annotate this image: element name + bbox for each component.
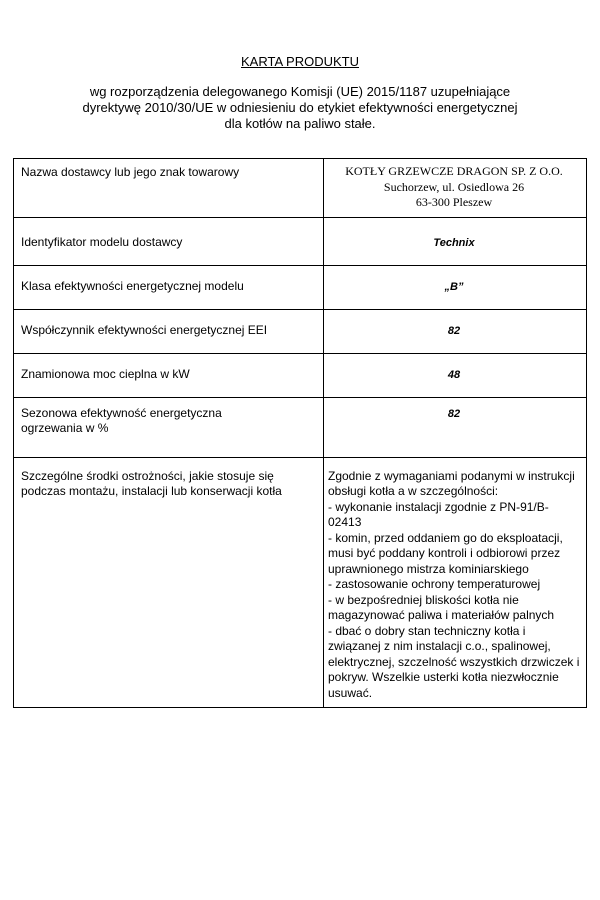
precautions-label-line: Szczególne środki ostrożności, jakie stosuje się bbox=[21, 468, 274, 483]
seasonal-label-line: ogrzewania w % bbox=[21, 421, 109, 435]
table-row-model bbox=[14, 217, 587, 265]
subtitle-line: dla kotłów na paliwo stałe. bbox=[224, 116, 376, 131]
seasonal-label bbox=[14, 397, 324, 457]
precautions-line: obsługi kotła a w szczególności: bbox=[328, 484, 499, 498]
precautions-line: magazynować paliwa i materiałów palnych bbox=[328, 608, 555, 622]
eei: 82 bbox=[447, 324, 461, 337]
document-title: KARTA PRODUKTU bbox=[241, 54, 359, 69]
precautions-label-line: podczas montażu, instalacji lub konserwacji kotła bbox=[21, 484, 282, 498]
product-card-table bbox=[13, 158, 587, 708]
precautions-label bbox=[14, 457, 324, 708]
precautions-line: 02413 bbox=[328, 515, 362, 529]
supplier-city: 63-300 Pleszew bbox=[415, 195, 493, 209]
model-id: Technix bbox=[433, 236, 475, 249]
subtitle-line: dyrektywę 2010/30/UE w odniesieniu do etykiet efektywności energetycznej bbox=[82, 100, 518, 115]
precautions-line: - komin, przed oddaniem go do eksploatacji, bbox=[328, 530, 563, 545]
eei-label: Współczynnik efektywności energetycznej EEI bbox=[14, 309, 324, 353]
model-value bbox=[324, 217, 587, 265]
eei-value bbox=[324, 309, 587, 353]
table-row-seasonal bbox=[14, 397, 587, 457]
seasonal-label-line: Sezonowa efektywność energetyczna bbox=[21, 405, 222, 420]
table-row-precautions bbox=[14, 457, 587, 708]
precautions-line: musi być poddany kontroli i odbiorowi przez bbox=[328, 546, 561, 560]
model-label: Identyfikator modelu dostawcy bbox=[14, 217, 324, 265]
precautions-line: - w bezpośredniej bliskości kotła nie bbox=[328, 592, 519, 607]
energy-class-label: Klasa efektywności energetycznej modelu bbox=[14, 265, 324, 309]
seasonal-efficiency: 82 bbox=[447, 407, 461, 420]
precautions-value bbox=[324, 457, 587, 708]
power: 48 bbox=[447, 368, 461, 381]
precautions-line: - dbać o dobry stan techniczny kotła i bbox=[328, 623, 526, 638]
table-row-power bbox=[14, 353, 587, 397]
precautions-line: - zastosowanie ochrony temperaturowej bbox=[328, 577, 541, 591]
precautions-line: usuwać. bbox=[328, 685, 373, 700]
seasonal-value bbox=[324, 397, 587, 457]
precautions-line: elektrycznej, szczelność wszystkich drzwiczek i bbox=[328, 654, 580, 669]
supplier-label: Nazwa dostawcy lub jego znak towarowy bbox=[14, 159, 324, 218]
precautions-line: - wykonanie instalacji zgodnie z PN-91/B- bbox=[328, 499, 549, 514]
table-row-eei bbox=[14, 309, 587, 353]
subtitle-line: wg rozporządzenia delegowanego Komisji (UE) 2015/1187 uzupełniające bbox=[89, 84, 511, 99]
power-label: Znamionowa moc cieplna w kW bbox=[14, 353, 324, 397]
energy-class: „B” bbox=[444, 280, 464, 293]
supplier-value bbox=[324, 159, 587, 218]
energy-class-value bbox=[324, 265, 587, 309]
supplier-address: Suchorzew, ul. Osiedlowa 26 bbox=[383, 179, 525, 194]
table-row-energy-class bbox=[14, 265, 587, 309]
precautions-line: uprawnionego mistrza kominiarskiego bbox=[328, 561, 529, 576]
supplier-name: KOTŁY GRZEWCZE DRAGON SP. Z O.O. bbox=[345, 164, 563, 178]
precautions-line: Zgodnie z wymaganiami podanymi w instrukcji bbox=[328, 468, 575, 483]
table-row-supplier bbox=[14, 159, 587, 218]
precautions-line: pokryw. Wszelkie usterki kotła niezwłocznie bbox=[328, 670, 559, 684]
document-subtitle bbox=[40, 84, 560, 132]
power-value bbox=[324, 353, 587, 397]
precautions-line: związanej z nim instalacji c.o., spalinowej, bbox=[328, 639, 551, 653]
